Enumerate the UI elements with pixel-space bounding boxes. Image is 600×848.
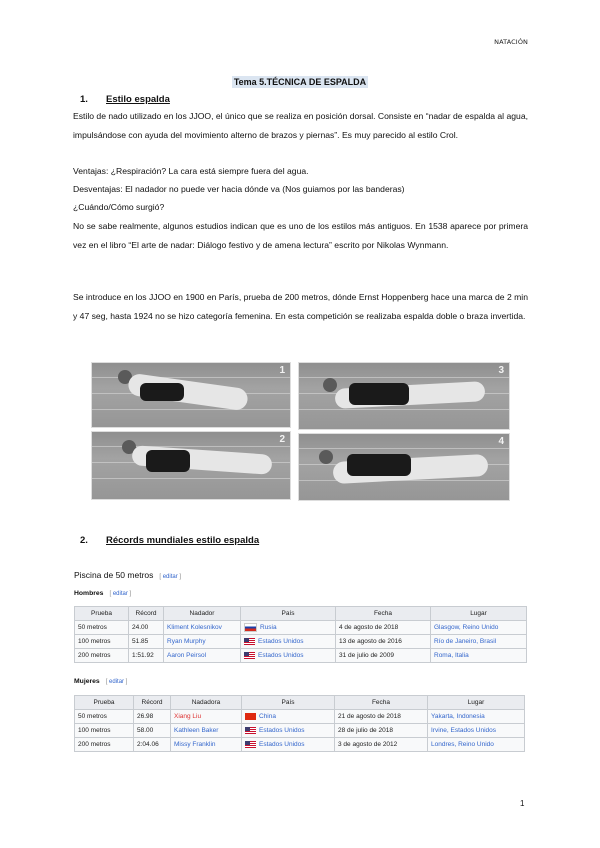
men-title-text: Hombres [74, 590, 104, 597]
panel-number: 2 [279, 434, 285, 445]
header-section-label: NATACIÓN [494, 38, 528, 46]
cell-place-link[interactable]: Glasgow, Reino Unido [431, 621, 527, 635]
paragraph-olympics: Se introduce en los JJOO en 1900 en París, prueba de 200 metros, dónde Ernst Hoppenberg hace una marca de 2 min y 47 seg, hasta 1924 no se hizo categoría femenina. En esta competición se realizaba espalda doble o braza invertida. [73, 292, 528, 321]
usa-flag-icon [244, 652, 255, 659]
section-label: Récords mundiales estilo espalda [106, 535, 260, 546]
page-title: Tema 5.TÉCNICA DE ESPALDA [233, 77, 367, 87]
photo-panel-3 [298, 362, 510, 430]
col-record: Récord [134, 696, 171, 710]
cell-place-link[interactable]: Irvine, Estados Unidos [428, 724, 525, 738]
cell-swimmer-link[interactable]: Missy Franklin [171, 738, 242, 752]
cell-date: 28 de julio de 2018 [335, 724, 428, 738]
cell-date: 3 de agosto de 2012 [335, 738, 428, 752]
women-title-text: Mujeres [74, 678, 100, 685]
men-records-table [74, 606, 527, 663]
section-number: 2. [80, 535, 88, 546]
col-pais: País [241, 607, 336, 621]
col-fecha: Fecha [335, 696, 428, 710]
panel-number: 1 [279, 365, 285, 376]
cell-country[interactable]: China [242, 710, 335, 724]
cell-swimmer-link[interactable]: Kliment Kolesnikov [164, 621, 241, 635]
cell-swimmer-link[interactable]: Ryan Murphy [164, 635, 241, 649]
paragraph-disadvantages: Desventajas: El nadador no puede ver hacia dónde va (Nos guiamos por las banderas) [73, 184, 405, 194]
women-records-table [74, 695, 525, 752]
table-row [75, 724, 525, 738]
table-row [75, 649, 527, 663]
usa-flag-icon [245, 741, 256, 748]
title-wrap [0, 70, 600, 89]
col-pais: País [242, 696, 335, 710]
section-number: 1. [80, 94, 88, 105]
panel-number: 3 [498, 365, 504, 376]
cell-country[interactable]: Rusia [241, 621, 336, 635]
photo-panel-1 [91, 362, 291, 428]
cell-date: 4 de agosto de 2018 [336, 621, 431, 635]
col-fecha: Fecha [336, 607, 431, 621]
backstroke-photo-figure [91, 362, 510, 500]
paragraph-origin-question: ¿Cuándo/Cómo surgió? [73, 202, 165, 212]
table-header-row [75, 607, 527, 621]
russia-flag-icon [244, 623, 257, 632]
photo-panel-2 [91, 431, 291, 500]
cell-swimmer-link[interactable]: Kathleen Baker [171, 724, 242, 738]
col-record: Récord [129, 607, 164, 621]
section-label: Estilo espalda [106, 94, 170, 105]
cell-place-link[interactable]: Yakarta, Indonesia [428, 710, 525, 724]
usa-flag-icon [244, 638, 255, 645]
section-heading-1 [80, 94, 170, 105]
table-row [75, 635, 527, 649]
cell-record: 26.98 [134, 710, 171, 724]
cell-event: 200 metros [75, 649, 129, 663]
table-row [75, 710, 525, 724]
paragraph-definition: Estilo de nado utilizado en los JJOO, el único que se realiza en posición dorsal. Consiste en “nadar de espalda al agua, impulsándose con ayuda del movimiento alterno de brazos y piernas”. Es muy parecido al estilo Crol. [73, 111, 528, 140]
cell-country[interactable]: Estados Unidos [242, 724, 335, 738]
cell-date: 13 de agosto de 2016 [336, 635, 431, 649]
women-title [74, 678, 127, 685]
paragraph-origin: No se sabe realmente, algunos estudios indican que es uno de los estilos más antiguos. En 1538 aparece por primera vez en el libro “El arte de nadar: Diálogo festivo y de amena lectura” escrito por Nikolas Wynmann. [73, 221, 528, 250]
col-prueba: Prueba [75, 696, 134, 710]
cell-event: 100 metros [75, 635, 129, 649]
cell-country[interactable]: Estados Unidos [241, 649, 336, 663]
col-lugar: Lugar [431, 607, 527, 621]
cell-swimmer-redlink[interactable]: Xiang Liu [171, 710, 242, 724]
table-header-row [75, 696, 525, 710]
col-prueba: Prueba [75, 607, 129, 621]
cell-record: 58.00 [134, 724, 171, 738]
cell-place-link[interactable]: Londres, Reino Unido [428, 738, 525, 752]
page-number: 1 [520, 799, 525, 808]
edit-link-women[interactable]: [ editar ] [105, 679, 128, 685]
pool-title-text: Piscina de 50 metros [74, 570, 154, 580]
edit-link-pool[interactable]: [ editar ] [159, 574, 182, 580]
cell-record: 24.00 [129, 621, 164, 635]
china-flag-icon [245, 713, 256, 720]
men-title [74, 590, 131, 597]
cell-place-link[interactable]: Roma, Italia [431, 649, 527, 663]
cell-event: 200 metros [75, 738, 134, 752]
table-row [75, 621, 527, 635]
pool-title [74, 570, 181, 580]
cell-country[interactable]: Estados Unidos [241, 635, 336, 649]
cell-event: 100 metros [75, 724, 134, 738]
panel-number: 4 [498, 436, 504, 447]
col-nadador: Nadador [164, 607, 241, 621]
col-nadadora: Nadadora [171, 696, 242, 710]
col-lugar: Lugar [428, 696, 525, 710]
cell-country[interactable]: Estados Unidos [242, 738, 335, 752]
cell-date: 21 de agosto de 2018 [335, 710, 428, 724]
cell-record: 51.85 [129, 635, 164, 649]
usa-flag-icon [245, 727, 256, 734]
section-heading-2 [80, 535, 259, 546]
cell-record: 1:51.92 [129, 649, 164, 663]
cell-record: 2:04.06 [134, 738, 171, 752]
table-row [75, 738, 525, 752]
cell-event: 50 metros [75, 710, 134, 724]
cell-date: 31 de julio de 2009 [336, 649, 431, 663]
edit-link-men[interactable]: [ editar ] [109, 591, 132, 597]
paragraph-advantages: Ventajas: ¿Respiración? La cara está siempre fuera del agua. [73, 166, 309, 176]
photo-panel-4 [298, 433, 510, 501]
cell-swimmer-link[interactable]: Aaron Peirsol [164, 649, 241, 663]
cell-event: 50 metros [75, 621, 129, 635]
cell-place-link[interactable]: Río de Janeiro, Brasil [431, 635, 527, 649]
